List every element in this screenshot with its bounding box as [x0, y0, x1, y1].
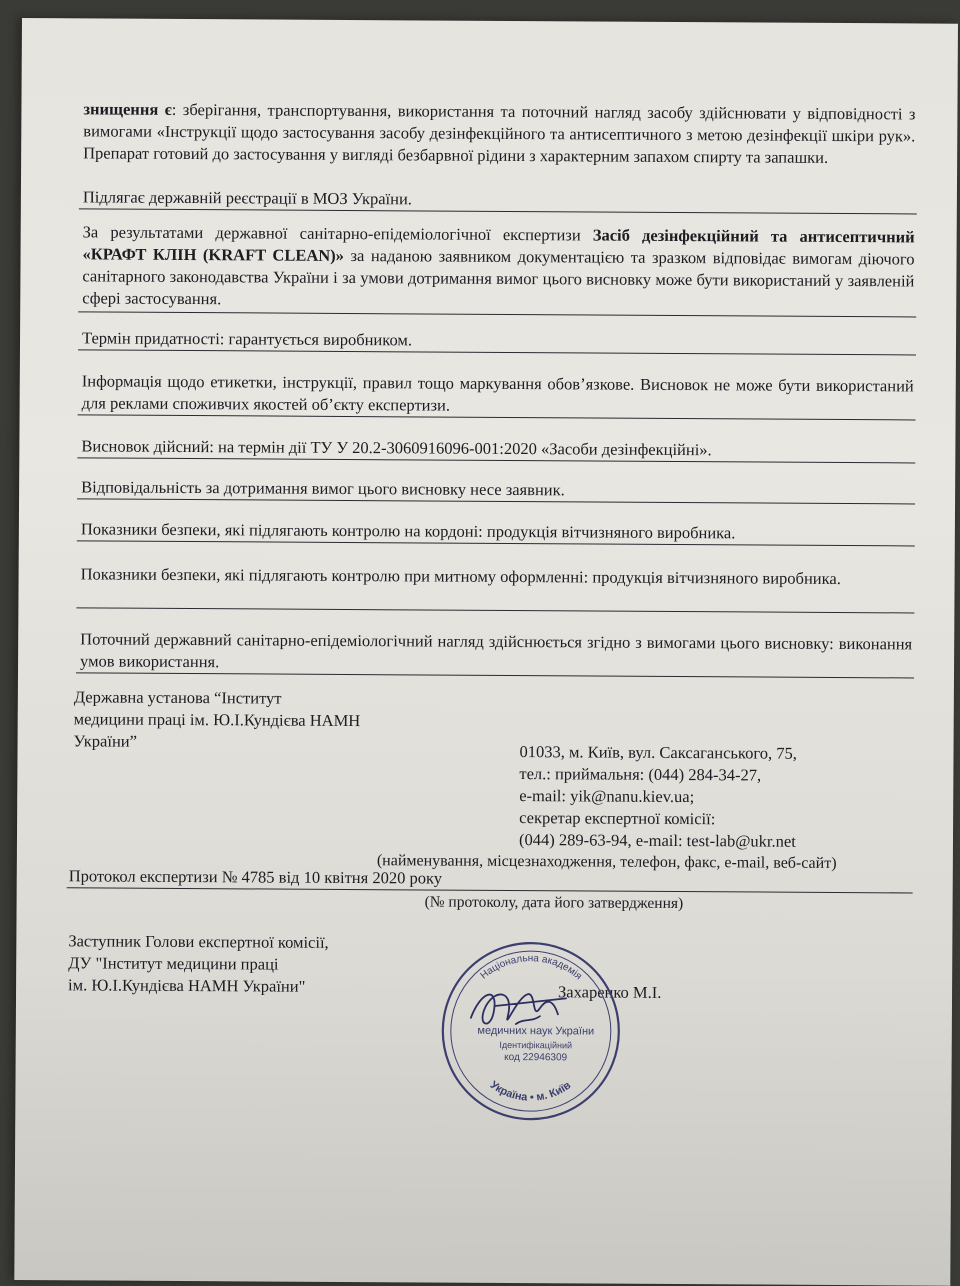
protocol-caption: (№ протоколу, дата його затвердження) [424, 893, 684, 913]
seal-bottom-text: Україна • м. Київ [487, 1078, 574, 1104]
conclusion-intro: За результатами державної санітарно-епідеміологічної експертизи [82, 222, 593, 245]
seal-outer-text: Національна академія [478, 953, 584, 983]
responsibility-text: Відповідальність за дотримання вимог цього висновку несе заявник. [81, 477, 565, 500]
secretary-contact: (044) 289-63-94, e-mail: test-lab@ukr.net [518, 830, 796, 851]
institution-email: e-mail: yik@nanu.kiev.ua; [519, 786, 695, 807]
institution-name-line1: Державна установа “Інститут [73, 687, 282, 708]
labeling-text: Інформація щодо етикетки, інструкції, правил тощо маркування обов’язкове. Висновок не може бути використаний для реклами споживчих якостей об’єкту експертизи. [81, 371, 914, 415]
institution-phone: тел.: приймальня: (044) 284-34-27, [519, 764, 762, 785]
border-control-text: Показники безпеки, які підлягають контролю на кордоні: продукція вітчизняного виробника. [80, 519, 736, 543]
conclusion-text: за наданою заявником документацією та зразком відповідає вимогам діючого санітарного законодавства України і за умови дотримання вимог цього висновку може бути використаний у заявленій сфері застосування. [82, 245, 915, 309]
conclusion-paragraph [82, 221, 915, 314]
signatory-name: Захаренко М.І. [558, 982, 662, 1002]
registration-text: Підлягає державній реєстрації в МОЗ України. [82, 187, 413, 209]
institution-name-line3: України” [73, 731, 138, 751]
signatory-title-line3: ім. Ю.І.Кундієва НАМН України" [68, 975, 306, 996]
institution-address: 01033, м. Київ, вул. Саксаганського, 75, [519, 742, 797, 763]
signature-icon [471, 994, 566, 1025]
customs-control-text: Показники безпеки, які підлягають контролю при митному оформленні: продукція вітчизняного виробника. [80, 564, 841, 589]
destruction-text: : зберігання, транспортування, використання та поточний нагляд засобу здійснювати у відповідності з вимогами «Інструкції щодо застосування засобу дезінфекційного та антисептичного з метою дезінфекції шкіри рук». Препарат готовий до застосування у вигляді безбарвної рідини з характерним запахом спирту та запашки. [83, 99, 916, 167]
seal-inner-line3: код 22946309 [504, 1051, 568, 1064]
signatory-title-line1: Заступник Голови експертної комісії, [68, 931, 329, 952]
institution-caption: (найменування, місцезнаходження, телефон, факс, e-mail, веб-сайт) [376, 852, 837, 872]
divider [76, 607, 914, 613]
seal-inner-line1: медичних наук України [477, 1024, 595, 1038]
destruction-paragraph [83, 98, 915, 169]
seal-inner-line2: Ідентифікаційний [499, 1039, 573, 1051]
product-name: Засіб дезінфекційний та антисептичний «КРАФТ КЛІН (KRAFT CLEAN)» [82, 225, 915, 265]
signatory-title-line2: ДУ "Інститут медицини праці [68, 953, 279, 974]
official-seal [435, 936, 626, 1127]
supervision-text: Поточний державний санітарно-епідеміологічний нагляд здійснюється згідно з вимогами цього висновку: виконання умов використання. [80, 629, 913, 672]
institution-name-line2: медицини праці ім. Ю.І.Кундієва НАМН [73, 709, 361, 731]
protocol-text: Протокол експертизи № 4785 від 10 квітня 2020 року [68, 866, 443, 888]
destruction-lead: знищення є [83, 99, 172, 119]
secretary-label: секретар експертної комісії: [519, 808, 716, 829]
document-page [14, 18, 958, 1286]
shelf-life-text: Термін придатності: гарантується виробником. [81, 328, 413, 350]
validity-text: Висновок дійсний: на термін дії ТУ У 20.2-3060916096-001:2020 «Засоби дезінфекційні». [81, 436, 712, 460]
